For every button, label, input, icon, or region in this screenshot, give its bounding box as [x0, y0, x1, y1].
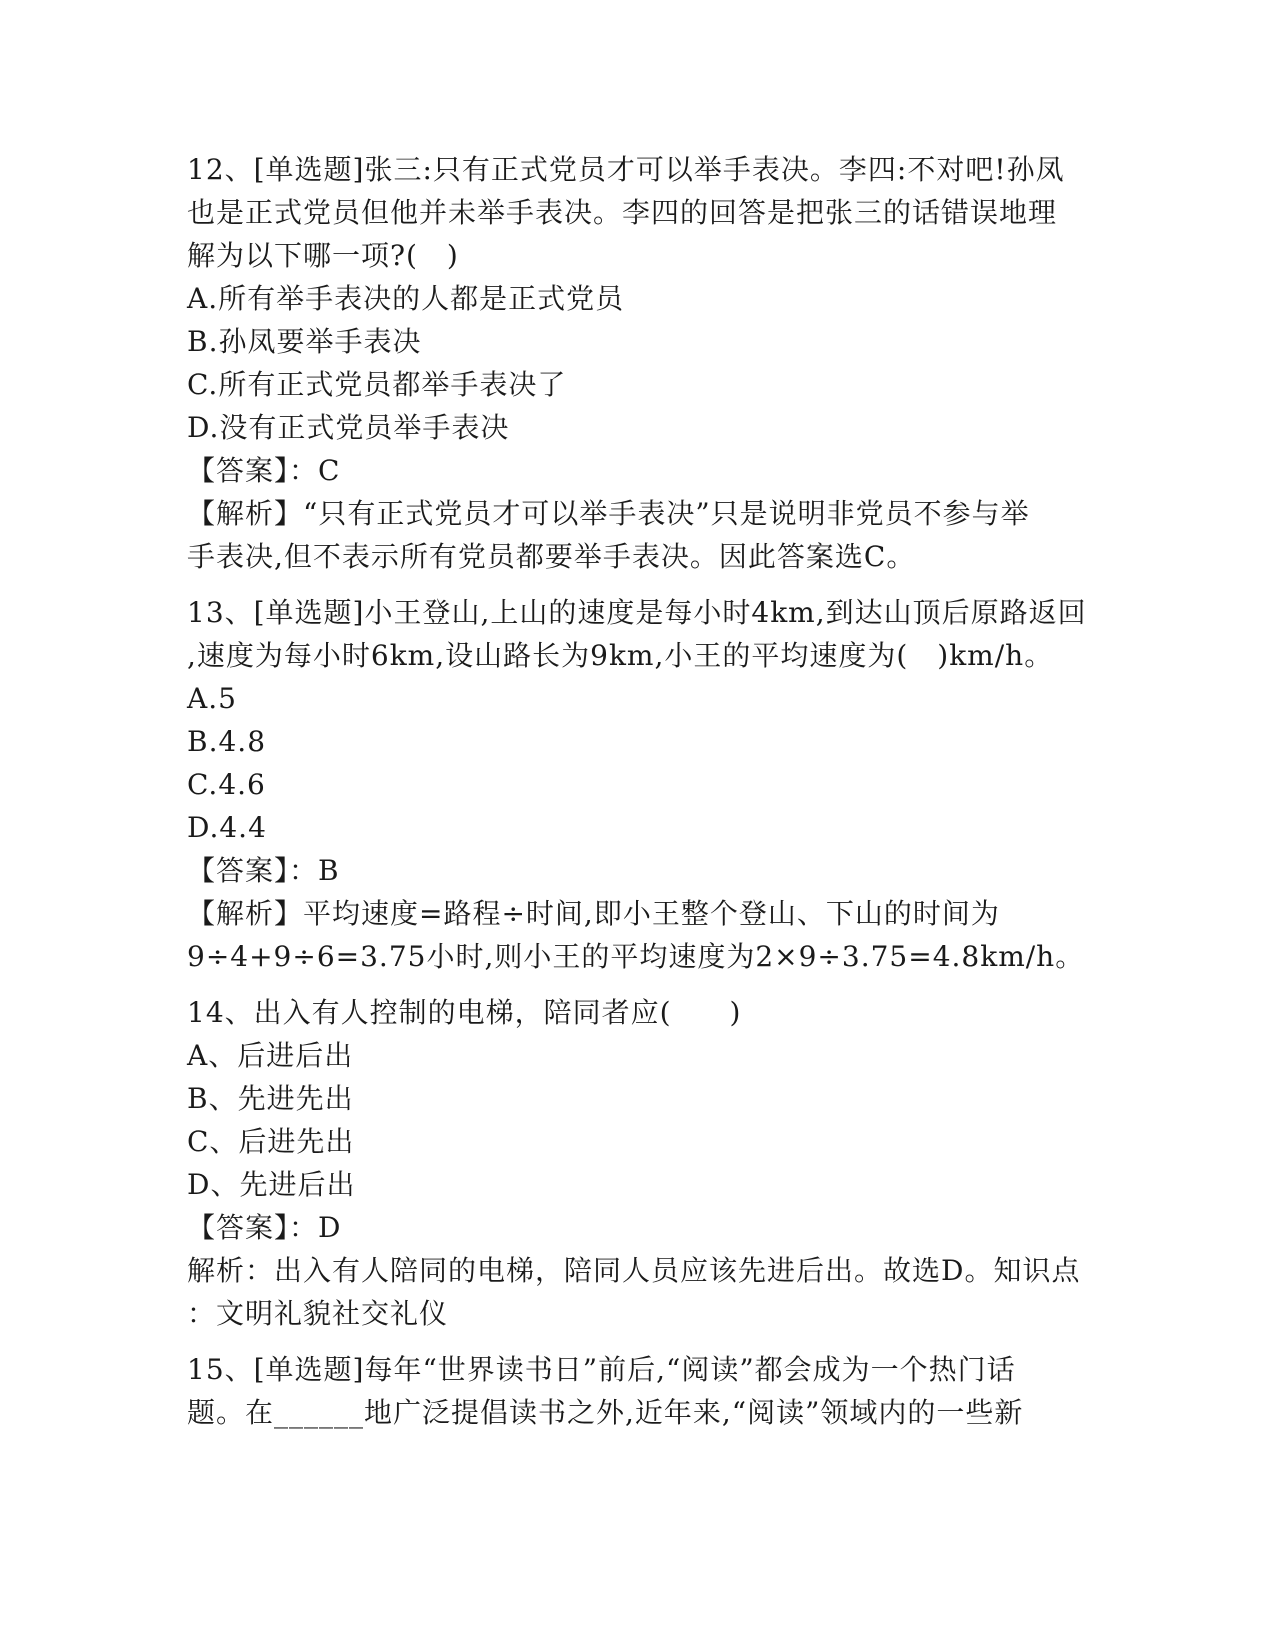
- answer-line: 【答案】：D: [187, 1211, 342, 1244]
- option-c: C、后进先出: [187, 1125, 355, 1158]
- option-d: D.没有正式党员举手表决: [187, 411, 510, 444]
- question-12: [187, 148, 1087, 578]
- option-a: A、后进后出: [187, 1039, 354, 1072]
- question-13: [187, 591, 1087, 978]
- question-text-line: 题。在______地广泛提倡读书之外,近年来,“阅读”领域内的一些新: [187, 1396, 1024, 1429]
- option-b: B.孙凤要举手表决: [187, 325, 422, 358]
- option-d: D.4.4: [187, 811, 267, 844]
- question-text-line: 14、出入有人控制的电梯，陪同者应( ): [187, 996, 742, 1029]
- answer-line: 【答案】：B: [187, 854, 340, 887]
- analysis-line: 手表决,但不表示所有党员都要举手表决。因此答案选C。: [187, 540, 916, 573]
- question-14: [187, 991, 1087, 1335]
- option-a: A.所有举手表决的人都是正式党员: [187, 282, 625, 315]
- option-d: D、先进后出: [187, 1168, 356, 1201]
- analysis-line: 9÷4+9÷6=3.75小时,则小王的平均速度为2×9÷3.75=4.8km/h。: [187, 940, 1085, 973]
- question-text-line: 12、[单选题]张三:只有正式党员才可以举手表决。李四:不对吧!孙凤: [187, 153, 1065, 186]
- option-a: A.5: [187, 682, 237, 715]
- question-text-line: 解为以下哪一项?( ): [187, 239, 459, 272]
- document-page: [187, 148, 1087, 1447]
- question-text-line: 13、[单选题]小王登山,上山的速度是每小时4km,到达山顶后原路返回: [187, 596, 1087, 629]
- question-15: [187, 1348, 1087, 1434]
- analysis-line: 解析：出入有人陪同的电梯，陪同人员应该先进后出。故选D。知识点: [187, 1254, 1081, 1287]
- question-text-line: 15、[单选题]每年“世界读书日”前后,“阅读”都会成为一个热门话: [187, 1353, 1016, 1386]
- option-c: C.所有正式党员都举手表决了: [187, 368, 567, 401]
- question-text-line: 也是正式党员但他并未举手表决。李四的回答是把张三的话错误地理: [187, 196, 1058, 229]
- analysis-line: 【解析】“只有正式党员才可以举手表决”只是说明非党员不参与举: [187, 497, 1030, 530]
- analysis-line: ：文明礼貌社交礼仪: [187, 1297, 449, 1330]
- option-b: B.4.8: [187, 725, 267, 758]
- option-c: C.4.6: [187, 768, 266, 801]
- analysis-line: 【解析】平均速度=路程÷时间,即小王整个登山、下山的时间为: [187, 897, 1000, 930]
- option-b: B、先进先出: [187, 1082, 354, 1115]
- answer-line: 【答案】：C: [187, 454, 341, 487]
- question-text-line: ,速度为每小时6km,设山路长为9km,小王的平均速度为( )km/h。: [187, 639, 1054, 672]
